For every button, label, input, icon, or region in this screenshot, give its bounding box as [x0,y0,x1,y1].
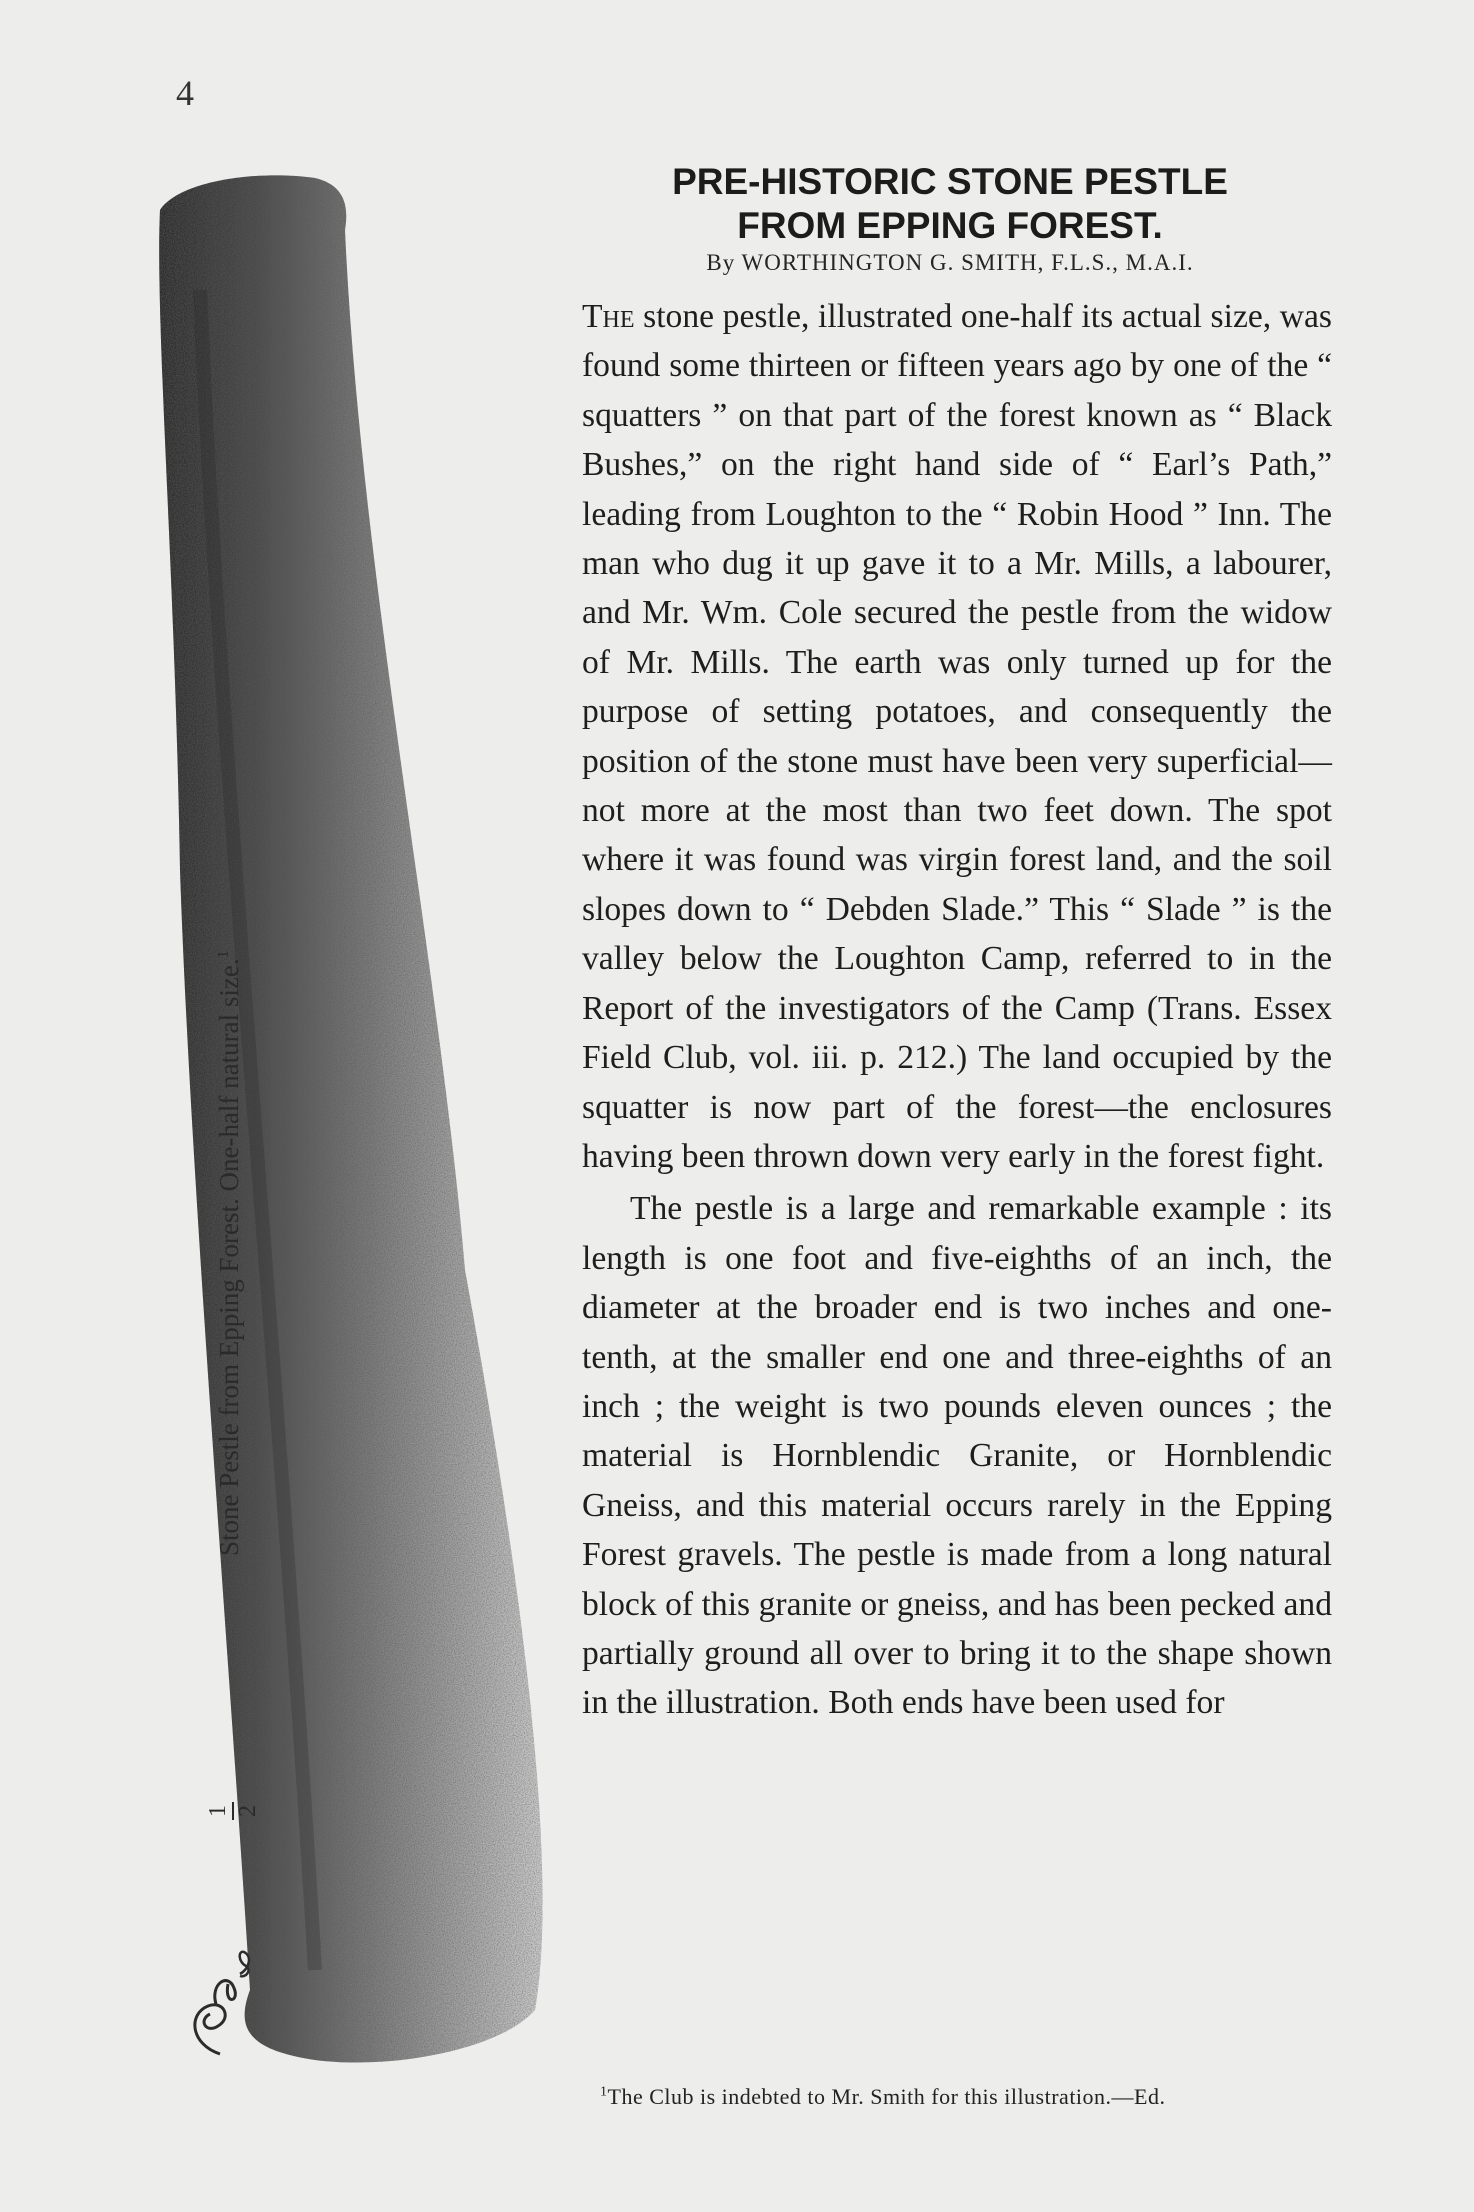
footnote-text: The Club is indebted to Mr. Smith for this illustration.—Ed. [607,2084,1166,2109]
figure-caption [214,836,245,1556]
scale-denominator: 2 [235,1805,261,1817]
footnote-mark: 1 [600,2084,608,2100]
scale-fraction [206,1802,260,1820]
paragraph-2: The pestle is a large and remarkable example : its length is one foot and five-eighths of an inch, the diameter at the broader end is two inches and one-tenth, at the smaller end one and three-eighths of an inch ; the weight is two pounds eleven ounces ; the material is Hornblendic Granite, or Hornblendic Gneiss, and this material occurs rarely in the Epping Forest gravels. The pestle is made from a long natural block of this granite or gneiss, and has been pecked and partially ground all over to bring it to the shape shown in the illustration. Both ends have been used for [582,1190,1332,1722]
artist-monogram [180,1944,258,2056]
paragraph-1 [582,292,1332,1181]
paragraph-1-lead: The [582,298,635,335]
byline: By WORTHINGTON G. SMITH, F.L.S., M.A.I. [706,250,1194,275]
page-number: 4 [176,73,194,113]
paragraph-1-text: stone pestle, illustrated one-half its actual size, was found some thirteen or fifteen years ago by one of the “ squatters ” on that part of the forest known as “ Black Bushes,” on the right hand side of “ Earl’s Path,” leading from Loughton to the “ Robin Hood ” Inn. The man who dug it up gave it to a Mr. Mills, a labourer, and Mr. Wm. Cole secured the pestle from the widow of Mr. Mills. The earth was only turned up for the purpose of setting potatoes, and consequently the position of the stone must have been very superficial—not more at the most than two feet down. The spot where it was found was virgin forest land, and the soil slopes down to “ Debden Slade.” This “ Slade ” is the valley below the Loughton Camp, referred to in the Report of the investigators of the Camp (Trans. Essex Field Club, vol. iii. p. 212.) The land occupied by the squatter is now part of the forest—the enclosures having been thrown down very early in the forest fight. [582,298,1332,1175]
footnote [600,2084,1340,2110]
article-body [582,292,1332,1728]
article-title [560,160,1340,248]
title-line-1: PRE-HISTORIC STONE PESTLE [672,161,1228,202]
figure-caption-text: Stone Pestle from Epping Forest. One-half natural size. [214,958,244,1556]
caption-footnote-mark: 1 [215,950,232,959]
title-line-2: FROM EPPING FOREST. [737,205,1163,246]
scale-numerator: 1 [205,1805,231,1817]
